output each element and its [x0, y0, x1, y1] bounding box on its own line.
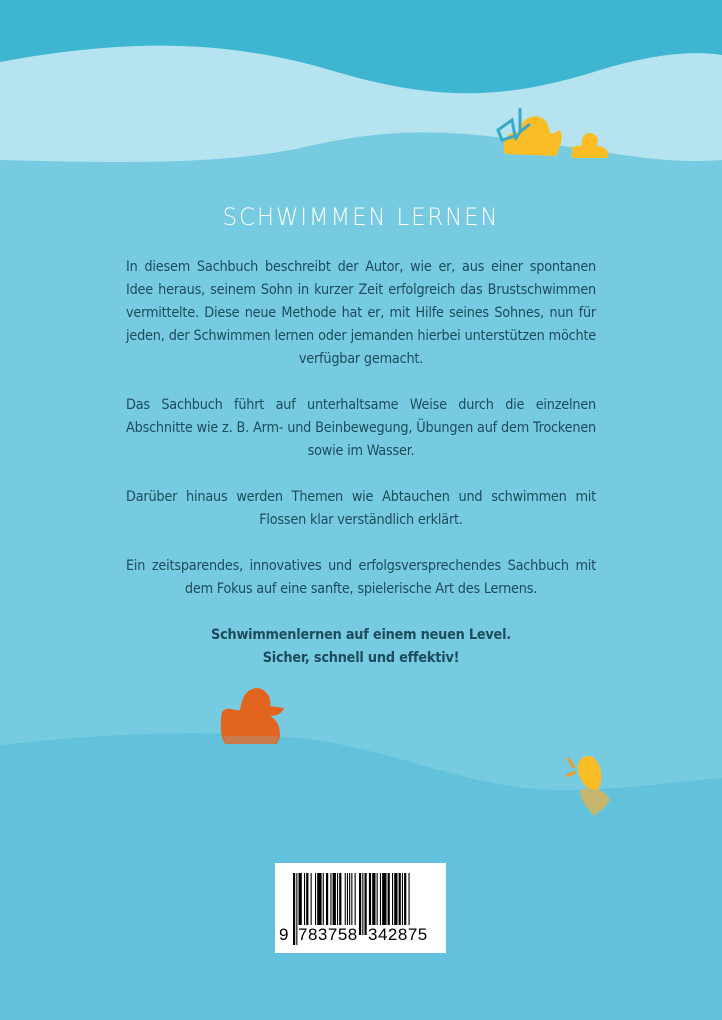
blurb-paragraph: In diesem Sachbuch beschreibt der Autor, wie er, aus einer spontanen Idee heraus, seinem Sohn in kurzer Zeit erfolgreich das Brustschwimmen vermittelte. Diese neue Methode hat er, mit Hilfe seines Sohnes, nun für jeden, der Schwimmen lernen oder jemanden hierbei unterstützen möchte verfügbar gemacht. [126, 259, 596, 367]
tagline: Schwimmenlernen auf einem neuen Level. [211, 627, 511, 643]
barcode-bar [362, 873, 363, 935]
blurb-paragraph: Das Sachbuch führt auf unterhaltsame Weise durch die einzelnen Abschnitte wie z. B. Arm- und Beinbewegung, Übungen auf dem Trockenen sowie im Wasser. [126, 397, 596, 459]
barcode-bar [293, 873, 295, 945]
barcode-right-group: 342875 [368, 925, 430, 945]
isbn-barcode [275, 863, 446, 953]
barcode-first-digit: 9 [279, 925, 289, 944]
blurb-paragraph: Ein zeitsparendes, innovatives und erfolgsversprechendes Sachbuch mit dem Fokus auf eine sanfte, spielerische Art des Lernens. [126, 558, 596, 597]
barcode-bar [359, 873, 361, 935]
tagline: Sicher, schnell und effektiv! [262, 650, 460, 666]
barcode-bar [365, 873, 367, 935]
book-title: SCHWIMMEN LERNEN [222, 203, 500, 231]
blurb-paragraph: Darüber hinaus werden Themen wie Abtauchen und schwimmen mit Flossen klar verständlich erklärt. [126, 489, 596, 528]
barcode-left-group: 783758 [298, 925, 358, 944]
blurb [126, 256, 596, 670]
